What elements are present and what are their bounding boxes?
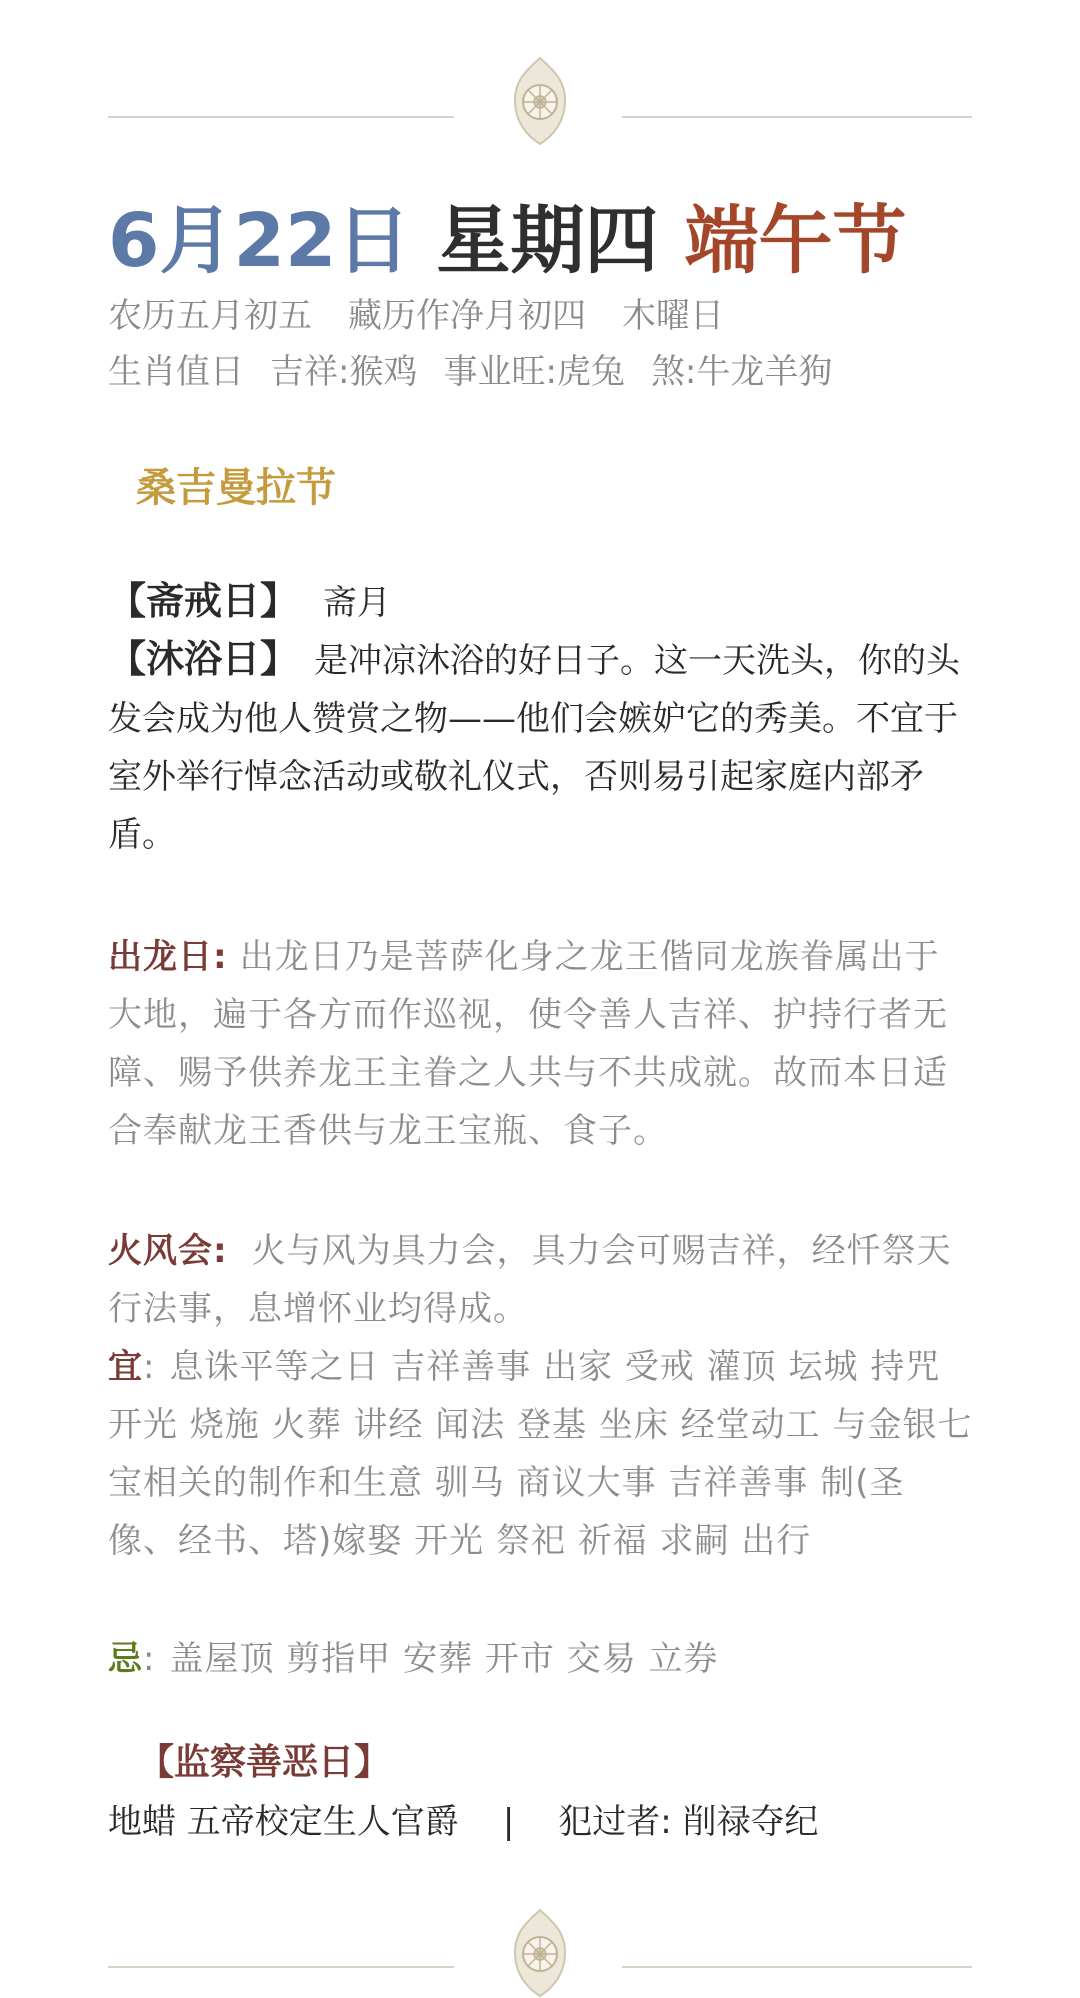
- dharma-wheel-emblem-icon: [505, 1908, 575, 1998]
- suitable-colon: :: [143, 1347, 156, 1387]
- lunar-date: 农历五月初五: [108, 296, 312, 336]
- bath-day-title: 【沐浴日】: [108, 637, 299, 681]
- suitable-text: 息诛平等之日 吉祥善事 出家 受戒 灌顶 坛城 持咒 开光 烧施 火葬 讲经 闻法 登基 坐床 经堂动工 与金银七宝相关的制作和生意 驯马 商议大事 吉祥善事 制(圣像、经书、塔)嫁娶 开光 祭祀 祈福 求嗣 出行: [108, 1347, 973, 1561]
- fire-wind-section: [108, 1222, 974, 1338]
- date-headline: [108, 196, 906, 286]
- dragon-day-section: [108, 928, 974, 1160]
- top-ornament: [0, 56, 1080, 146]
- fast-day-text: 斋月: [322, 583, 391, 623]
- zodiac-auspicious: 吉祥:猴鸡: [270, 352, 418, 392]
- avoid-section: [108, 1630, 974, 1688]
- suitable-section: [108, 1338, 974, 1570]
- ornament-line-right: [622, 116, 972, 118]
- avoid-label: 忌: [108, 1639, 143, 1679]
- ornament-line-left: [108, 1966, 454, 1968]
- suitable-label: 宜: [108, 1347, 143, 1387]
- dharma-wheel-emblem-icon: [505, 56, 575, 146]
- watch-day-line: [108, 1796, 819, 1848]
- fire-wind-label: 火风会:: [108, 1231, 228, 1271]
- bath-day-section: [108, 630, 974, 864]
- weekday-text: 星期四: [436, 198, 659, 284]
- avoid-colon: :: [143, 1639, 156, 1679]
- lunar-info-line: [108, 294, 760, 338]
- avoid-text: 盖屋顶 剪指甲 安葬 开市 交易 立券: [169, 1639, 719, 1679]
- ornament-line-left: [108, 116, 454, 118]
- bath-day-text: 是冲凉沐浴的好日子。这一天洗头，你的头发会成为他人赞赏之物——他们会嫉妒它的秀美。不宜于室外举行悼念活动或敬礼仪式，否则易引起家庭内部矛盾。: [108, 641, 961, 855]
- zodiac-inauspicious: 煞:牛龙羊狗: [650, 352, 833, 392]
- date-text: 6月22日: [108, 198, 411, 284]
- festival-title: 桑吉曼拉节: [136, 465, 336, 511]
- fast-day-title: 【斋戒日】: [108, 579, 299, 623]
- ornament-line-right: [622, 1966, 972, 1968]
- watch-day-left: 地蜡 五帝校定生人官爵: [108, 1802, 459, 1842]
- fire-wind-text: 火与风为具力会，具力会可赐吉祥，经忏祭天行法事，息增怀业均得成。: [108, 1231, 952, 1329]
- watch-day-right: 犯过者: 削禄夺纪: [558, 1802, 819, 1842]
- watch-day-title: 【监察善恶日】: [138, 1742, 391, 1783]
- tibetan-date: 藏历作净月初四: [348, 296, 586, 336]
- dragon-day-label: 出龙日:: [108, 937, 228, 977]
- bottom-ornament: [0, 1908, 1080, 1998]
- fast-day-section: [108, 572, 974, 632]
- zodiac-duty: 生肖值日: [108, 352, 244, 392]
- weekday-element: 木曜日: [622, 296, 724, 336]
- zodiac-career: 事业旺:虎兔: [443, 352, 625, 392]
- dragon-day-text: 出龙日乃是菩萨化身之龙王偕同龙族眷属出于大地，遍于各方而作巡视，使令善人吉祥、护持行者无障、赐予供养龙王主眷之人共与不共成就。故而本日适合奉献龙王香供与龙王宝瓶、食子。: [108, 937, 948, 1151]
- zodiac-info-line: [108, 350, 868, 394]
- festival-text: 端午节: [684, 198, 907, 284]
- watch-day-separator: |: [502, 1802, 515, 1842]
